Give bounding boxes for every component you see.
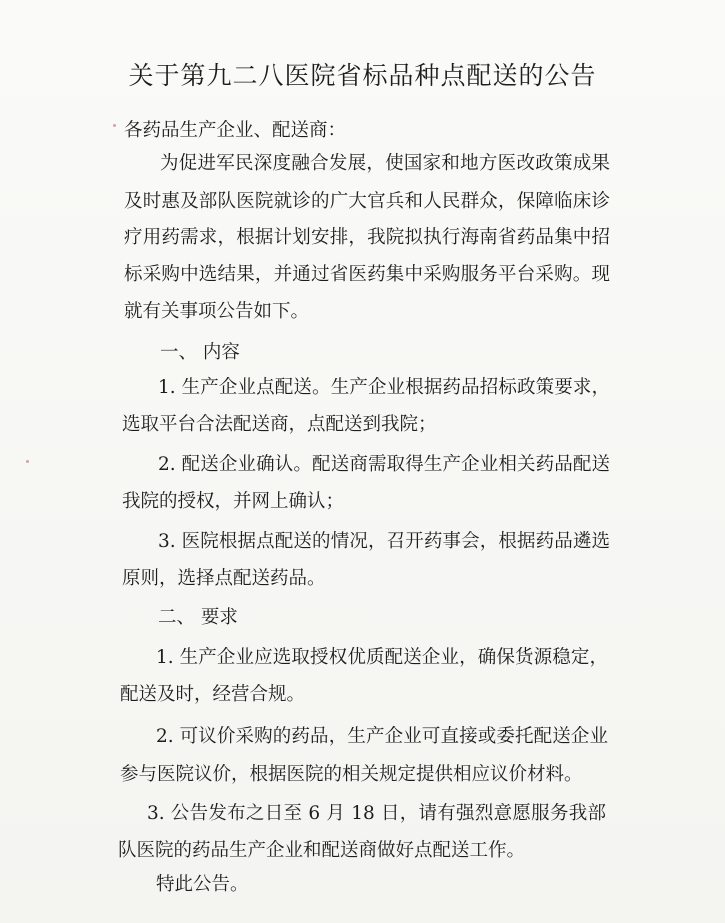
section2-item3-line2: 队医院的药品生产企业和配送商做好点配送工作。 [118, 840, 526, 861]
scan-speck [26, 460, 29, 463]
salutation: 各药品生产企业、配送商： [124, 120, 347, 141]
section1-item1-line1: 1. 生产企业点配送。生产企业根据药品招标政策要求， [158, 377, 610, 398]
intro-line-5: 就有关事项公告如下。 [124, 301, 310, 322]
section1-item2-line1: 2. 配送企业确认。配送商需取得生产企业相关药品配送 [158, 454, 610, 475]
section2-item1-line2: 配送及时，经营合规。 [120, 684, 306, 705]
document-title: 关于第九二八医院省标品种点配送的公告 [128, 61, 597, 90]
intro-line-2: 及时惠及部队医院就诊的广大官兵和人民群众，保障临床诊 [124, 191, 610, 212]
section1-item2-line2: 我院的授权，并网上确认； [122, 491, 345, 512]
section2-item3-line1: 3. 公告发布之日至 6 月 18 日，请有强烈意愿服务我部 [147, 803, 606, 824]
section2-heading: 二、 要求 [158, 607, 238, 628]
section1-heading: 一、 内容 [160, 342, 240, 363]
scan-speck [113, 124, 116, 127]
section1-item3-line2: 原则，选择点配送药品。 [122, 568, 326, 589]
closing-text: 特此公告。 [156, 874, 249, 895]
section1-item3-line1: 3. 医院根据点配送的情况，召开药事会，根据药品遴选 [158, 531, 610, 552]
intro-line-1: 为促进军民深度融合发展，使国家和地方医改政策成果 [160, 153, 610, 174]
section1-item1-line2: 选取平台合法配送商，点配送到我院； [122, 414, 437, 435]
section2-item1-line1: 1. 生产企业应选取授权优质配送企业，确保货源稳定， [156, 647, 608, 668]
intro-line-3: 疗用药需求，根据计划安排，我院拟执行海南省药品集中招 [124, 227, 610, 248]
section2-item2-line2: 参与医院议价，根据医院的相关规定提供相应议价材料。 [120, 764, 583, 785]
section2-item2-line1: 2. 可议价采购的药品，生产企业可直接或委托配送企业 [156, 726, 608, 747]
intro-line-4: 标采购中选结果，并通过省医药集中采购服务平台采购。现 [124, 264, 610, 285]
